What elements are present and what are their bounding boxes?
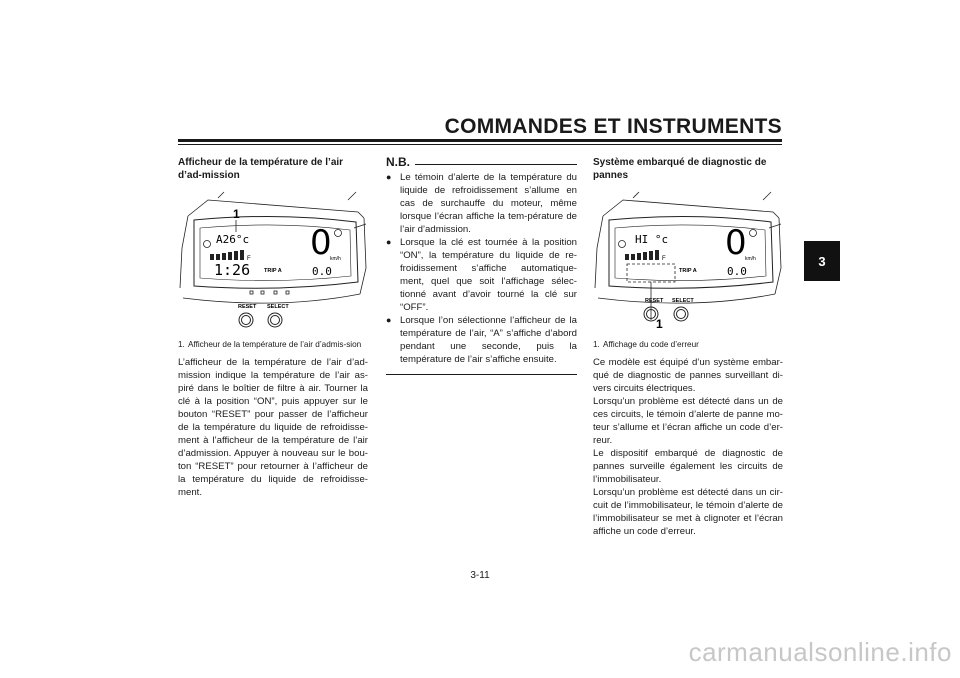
column-middle xyxy=(386,156,577,375)
caption-number: 1. xyxy=(178,340,185,349)
select-label: SELECT xyxy=(672,298,694,304)
caption-number: 1. xyxy=(593,340,600,349)
section-heading-diagnostics: Système embarqué de diagnostic de pannes xyxy=(593,157,767,181)
page-number: 3-11 xyxy=(470,570,490,581)
nb-list-item xyxy=(386,314,577,366)
nb-list-item xyxy=(386,171,577,236)
reset-label: RESET xyxy=(645,298,664,304)
header-rule xyxy=(178,139,782,142)
caption-text: Affichage du code d’erreur xyxy=(603,340,699,349)
page-title: COMMANDES ET INSTRUMENTS xyxy=(444,115,782,138)
bullet-icon: ● xyxy=(386,237,392,247)
bullet-icon: ● xyxy=(386,172,392,182)
speed-readout: 0 xyxy=(310,223,332,263)
nb-item-text: Lorsque la clé est tournée à la position “ON”, la température du liquide de re-froidissement s’affiche automatique-ment, quel que soit l’affichage sélec-tionné avant d’avoir tourné la clé sur “OFF”. xyxy=(400,237,577,313)
fuel-full-mark: F xyxy=(247,256,251,262)
body-paragraph: Ce modèle est équipé d’un système embar-qué de diagnostic de pannes surveillant di-vers circuits électriques. xyxy=(593,357,783,394)
section-heading-air-temperature: Afficheur de la température de l’air d’ad-mission xyxy=(178,157,344,181)
trip-label: TRIP A xyxy=(264,268,282,274)
air-temp-readout: A26°c xyxy=(216,233,250,246)
chapter-tab: 3 xyxy=(804,241,840,281)
body-paragraph: Lorsqu’un problème est détecté dans un de ces circuits, le témoin d’alerte de panne mo-teur s’allume et l’écran affiche un code d’er-reur. xyxy=(593,396,783,446)
odometer-readout: 0.0 xyxy=(727,265,747,278)
speed-readout: 0 xyxy=(725,223,747,263)
nb-list-item xyxy=(386,236,577,314)
body-paragraph: Le dispositif embarqué de diagnostic de pannes surveille également les circuits de l’immobilisateur. xyxy=(593,448,783,485)
speed-unit: km/h xyxy=(330,256,341,262)
nb-header-rule xyxy=(415,164,577,165)
column-left xyxy=(178,156,368,499)
speed-unit: km/h xyxy=(745,256,756,262)
nb-label: N.B. xyxy=(386,155,410,169)
error-code-readout: HI °c xyxy=(635,233,669,246)
bullet-icon: ● xyxy=(386,315,392,325)
watermark: carmanualsonline.info xyxy=(688,637,952,667)
trip-label: TRIP A xyxy=(679,268,697,274)
callout-number-1: 1 xyxy=(233,207,240,221)
instrument-panel-figure-error-code xyxy=(593,188,783,334)
header-rule-thin xyxy=(178,144,782,145)
nb-header xyxy=(386,156,577,169)
figure-caption xyxy=(593,340,783,350)
caption-text: Afficheur de la température de l’air d’admis-sion xyxy=(188,340,362,349)
body-paragraph: L’afficheur de la température de l’air d’ad-mission indique la température de l’air as-piré dans le boîtier de filtre à air. Tourner la clé à la position “ON”, puis appuyer sur le bouton “RESET” pour passer de l’afficheur de la température du liquide de refroidisse-ment à l’afficheur de la température de l’air d’admission. Appuyer à nouveau sur le bou-ton “RESET” pour retourner à l’afficheur de la température du liquide de refroidisse-ment. xyxy=(178,357,368,498)
nb-item-text: Lorsque l’on sélectionne l’afficheur de la température de l’air, “A” s’affiche d’abord pendant une seconde, puis la température de l’air s’affiche ensuite. xyxy=(400,315,577,365)
nb-item-text: Le témoin d’alerte de la température du liquide de refroidissement s’allume en cas de surchauffe du moteur, même lorsque l’écran affiche la tem-pérature de l’air d’admission. xyxy=(400,172,577,235)
fuel-full-mark: F xyxy=(662,256,666,262)
nb-list xyxy=(386,171,577,366)
figure-caption xyxy=(178,340,368,350)
odometer-readout: 0.0 xyxy=(312,265,332,278)
reset-label: RESET xyxy=(238,304,257,310)
callout-number-1: 1 xyxy=(656,317,663,331)
select-label: SELECT xyxy=(267,304,289,310)
nb-footer-rule xyxy=(386,374,577,375)
clock-readout: 1:26 xyxy=(214,261,251,279)
body-paragraph: Lorsqu’un problème est détecté dans un cir-cuit de l’immobilisateur, le témoin d’alerte de l’immobilisateur se met à clignoter et l’écran affiche un code d’erreur. xyxy=(593,487,783,537)
instrument-panel-figure-air-temp xyxy=(178,188,368,334)
column-right xyxy=(593,156,783,538)
